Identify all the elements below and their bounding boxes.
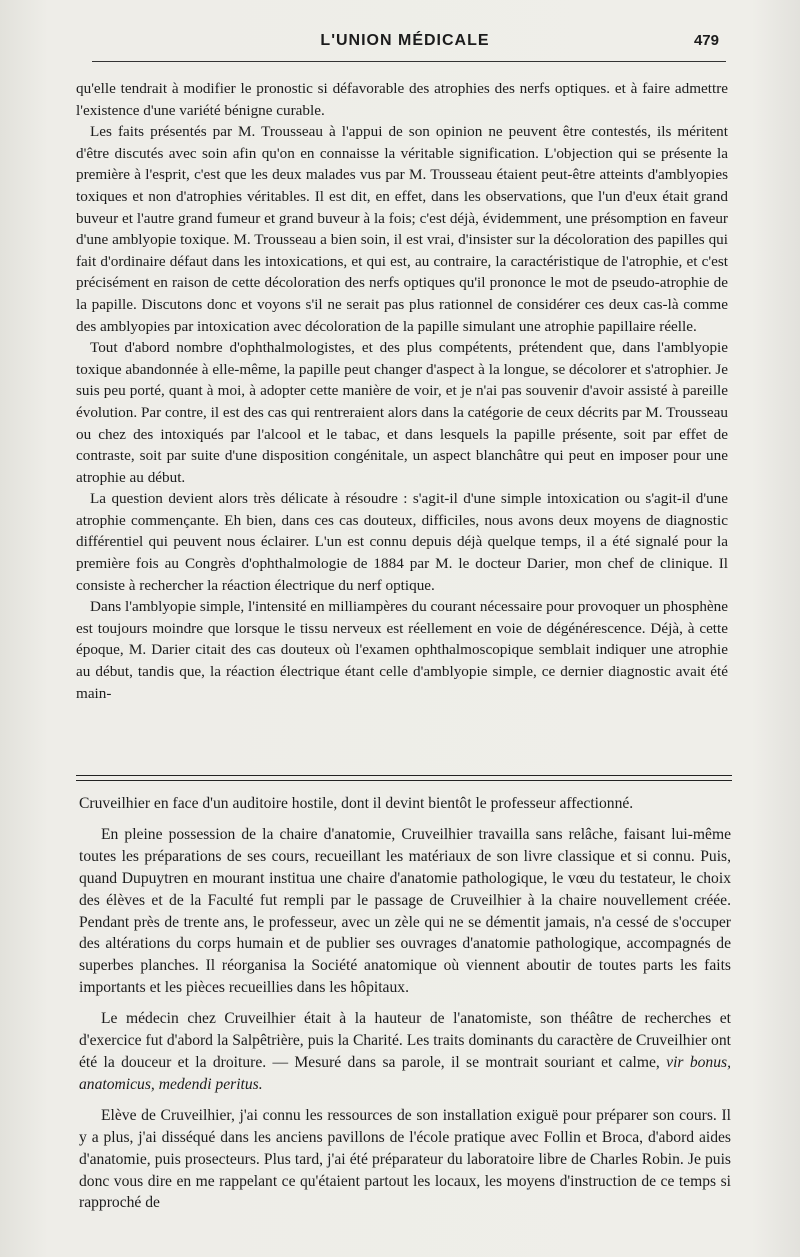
running-title: L'UNION MÉDICALE — [320, 32, 490, 49]
feuilleton-text: Le médecin chez Cruveilhier était à la hauteur de l'anatomiste, son théâtre de recherches et d'exercice fut d'abord la Salpêtrière, puis la Charité. Les traits dominants du caractère de Cruveilhier ont été la douceur et la droiture. — Mesuré dans sa parole, il se montrait souriant et calme, — [79, 1010, 731, 1071]
article-paragraph: La question devient alors très délicate à résoudre : s'agit-il d'une simple intoxication ou s'agit-il d'une atrophie commençante. Eh bien, dans ces cas douteux, difficiles, nous avons deux moyens de diagnostic différentiel qui peuvent nous éclairer. L'un est connu depuis déjà quelque temps, il a été signalé pour la première fois au Congrès d'ophthalmologie de 1884 par M. le docteur Darier, mon chef de clinique. Il consiste à rechercher la réaction électrique du nerf optique. — [76, 490, 728, 594]
page-number: 479 — [693, 32, 719, 49]
article-paragraph: Dans l'amblyopie simple, l'intensité en milliampères du courant nécessaire pour provoquer un phosphène est toujours moindre que lorsque le tissu nerveux est réellement en voie de dégénérescence. Déjà, à cette époque, M. Darier citait des cas douteux où l'examen ophthalmoscopique semblait indiquer une atrophie au début, tandis que, la réaction électrique étant celle d'amblyopie simple, ce dernier diagnostic avait été main- — [76, 598, 728, 702]
article-body — [76, 78, 728, 704]
feuilleton-paragraph — [79, 1008, 731, 1096]
feuilleton-paragraph: En pleine possession de la chaire d'anatomie, Cruveilhier travailla sans relâche, faisant lui-même toutes les préparations de ses cours, recueillant les matériaux de son livre classique et si connu. Puis, quand Dupuytren en mourant institua une chaire d'anatomie pathologique, le vœu du testateur, le choix des élèves et de la Faculté fut rempli par le passage de Cruveilhier à la chaire nouvellement créée. Pendant près de trente ans, le professeur, avec un zèle qui ne se démentit jamais, n'a cessé de s'occuper des altérations du corps humain et de publier ses ouvrages d'anatomie pathologique, accompagnés de superbes planches. Il réorganisa la Société anatomique où viennent aboutir de toutes parts les faits importants et les pièces recueillies dans les hôpitaux. — [79, 825, 731, 997]
header-rule — [92, 61, 726, 62]
article-paragraph: Tout d'abord nombre d'ophthalmologistes, et des plus compétents, prétendent que, dans l'amblyopie toxique abandonnée à elle-même, la papille peut changer d'aspect à la longue, se décolorer et s'atrophier. Je suis peu porté, quant à moi, à adopter cette manière de voir, et je n'ai pas souvenir d'avoir assisté à pareille évolution. Par contre, il est des cas qui rentreraient alors dans la catégorie de ceux décrits par M. Trousseau ou chez des intoxiqués par l'alcool et le tabac, et dans lesquels la papille présente, soit par effet de contraste, soit par suite d'une disposition congénitale, un aspect blanchâtre qui peut en imposer pour une atrophie au début. — [76, 339, 728, 486]
feuilleton-section — [79, 793, 731, 1214]
article-paragraph: Les faits présentés par M. Trousseau à l'appui de son opinion ne peuvent être contestés, ils méritent d'être discutés avec soin afin qu'on en connaisse la véritable signification. L'objection qui se présente la première à l'esprit, c'est que les deux malades vus par M. Trousseau étaient peut-être atteints d'amblyopies toxiques et non d'atrophies véritables. Il est dit, en effet, dans les observations, que l'un d'eux était grand buveur et l'autre grand fumeur et grand buveur à la fois; c'est déjà, évidemment, une présomption en faveur d'une amblyopie toxique. M. Trousseau a bien soin, il est vrai, d'insister sur la décoloration des papilles qui fait d'ordinaire défaut dans les intoxications, et qui est, au contraire, la caractéristique de l'atrophie, et c'est précisément en raison de cette décoloration des nerfs optiques qu'il prononce le mot de pseudo-atrophie de la papille. Discutons donc et voyons s'il ne serait pas plus rationnel de considérer ces deux cas-là comme des amblyopies par intoxication avec décoloration de la papille simulant une atrophie papillaire réelle. — [76, 123, 728, 335]
page-header — [85, 32, 725, 58]
latin-quote: vir bonus, anatomicus, medendi peritus. — [79, 1053, 731, 1093]
feuilleton-paragraph: Elève de Cruveilhier, j'ai connu les ressources de son installation exiguë pour préparer son cours. Il y a plus, j'ai disséqué dans les anciens pavillons de l'école pratique avec Follin et Broca, d'abord aides d'anatomie, puis prosecteurs. Plus tard, j'ai été préparateur du laboratoire libre de Charles Robin. Je puis donc vous dire en me rappelant ce qu'étaient partout les locaux, les moyens d'instruction de ce temps si rapproché de — [79, 1106, 731, 1212]
feuilleton-separator — [76, 775, 732, 781]
feuilleton-paragraph: Cruveilhier en face d'un auditoire hostile, dont il devint bientôt le professeur affectionné. — [79, 795, 634, 812]
article-paragraph: qu'elle tendrait à modifier le pronostic si défavorable des atrophies des nerfs optiques. et à faire admettre l'existence d'une variété bénigne curable. — [76, 80, 728, 119]
